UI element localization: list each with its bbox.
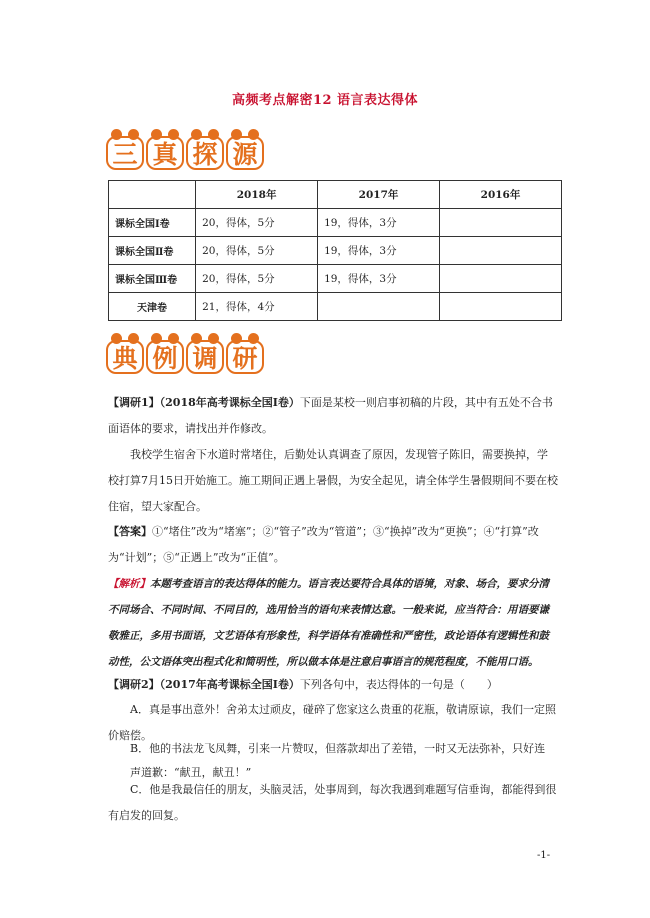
question-source: （2017年高考课标全国Ⅰ卷） bbox=[159, 678, 300, 691]
row-label: 课标全国Ⅲ卷 bbox=[109, 265, 196, 293]
question-1-answer bbox=[108, 519, 558, 571]
option-a: A．真是事出意外！舍弟太过顽皮，碰碎了您家这么贵重的花瓶，敬请原谅，我们一定照价赔偿。 bbox=[108, 703, 556, 742]
table-cell: 19，得体，3分 bbox=[318, 265, 440, 293]
table-cell: 20，得体，5分 bbox=[196, 237, 318, 265]
question-1-analysis bbox=[108, 571, 558, 675]
table-cell bbox=[440, 209, 562, 237]
answer-tag: 【答案】 bbox=[108, 525, 152, 538]
table-header-cell: 2017年 bbox=[318, 181, 440, 209]
table-header-row bbox=[109, 181, 562, 209]
banner-char: 探 bbox=[186, 136, 224, 170]
table-cell bbox=[318, 293, 440, 321]
analysis-text: 本题考查语言的表达得体的能力。语言表达要符合具体的语境，对象、场合，要求分清不同场合、不同时间、不同目的，选用恰当的语句来表情达意。一般来说，应当符合：用语要谦敬雅正，多用书面语，文艺语体有形象性，科学语体有准确性和严密性，政论语体有逻辑性和鼓动性，公文语体突出程式化和简明性，所以做本体是注意启事语言的规范程度，不能用口语。 bbox=[108, 578, 549, 668]
exam-score-table bbox=[108, 180, 562, 321]
row-label: 天津卷 bbox=[109, 293, 196, 321]
table-cell: 19，得体，3分 bbox=[318, 209, 440, 237]
question-tag: 【调研1】 bbox=[108, 396, 160, 409]
table-row bbox=[109, 209, 562, 237]
banner-char: 调 bbox=[186, 340, 224, 374]
banner-char: 源 bbox=[226, 136, 264, 170]
banner-dianli-diaoyan bbox=[106, 332, 264, 376]
banner-char: 典 bbox=[106, 340, 144, 374]
table-cell bbox=[440, 237, 562, 265]
table-cell: 19，得体，3分 bbox=[318, 237, 440, 265]
row-label: 课标全国Ⅰ卷 bbox=[109, 209, 196, 237]
question-source: （2018年高考课标全国Ⅰ卷） bbox=[159, 396, 300, 409]
analysis-tag: 【解析】 bbox=[108, 578, 150, 590]
table-row bbox=[109, 293, 562, 321]
question-tag: 【调研2】 bbox=[108, 678, 160, 691]
banner-sanzhen-tanyuan bbox=[106, 128, 264, 172]
option-b: B．他的书法龙飞凤舞，引来一片赞叹，但落款却出了差错，一时又无法弥补，只好连 bbox=[130, 742, 546, 755]
table-cell bbox=[440, 265, 562, 293]
table-header-cell: 2018年 bbox=[196, 181, 318, 209]
question-text: 下列各句中，表达得体的一句是（ ） bbox=[299, 678, 498, 691]
banner-char: 研 bbox=[226, 340, 264, 374]
table-cell: 20，得体，5分 bbox=[196, 209, 318, 237]
question-1-passage: 我校学生宿舍下水道时常堵住，后勤处认真调查了原因，发现管子陈旧，需要换掉，学校打算7月15日开始施工。施工期间正遇上暑假，为安全起见，请全体学生暑假期间不要在校住宿，望大家配合。 bbox=[108, 448, 558, 513]
option-b-continued: 声道歉：“献丑，献丑！” bbox=[130, 766, 252, 779]
page-title: 高频考点解密12 语言表达得体 bbox=[231, 93, 419, 108]
table-cell: 21，得体，4分 bbox=[196, 293, 318, 321]
table-row bbox=[109, 237, 562, 265]
row-label: 课标全国Ⅱ卷 bbox=[109, 237, 196, 265]
table-header-cell: 2016年 bbox=[440, 181, 562, 209]
option-c: C．他是我最信任的朋友，头脑灵活，处事周到，每次我遇到难题写信垂询，都能得到很有启发的回复。 bbox=[108, 783, 557, 822]
banner-char: 真 bbox=[146, 136, 184, 170]
banner-char: 三 bbox=[106, 136, 144, 170]
answer-text: ①“堵住”改为“堵塞”；②“管子”改为“管道”；③“换掉”改为“更换”；④“打算”改为“计划”；⑤“正遇上”改为“正值”。 bbox=[108, 525, 539, 564]
table-header-cell bbox=[109, 181, 196, 209]
question-2-prompt bbox=[108, 672, 558, 698]
table-cell: 20，得体，5分 bbox=[196, 265, 318, 293]
page-number: -1- bbox=[537, 850, 551, 861]
banner-char: 例 bbox=[146, 340, 184, 374]
question-text: 下面是某校一则启事初稿的片段，其中有五处不合书面语体的要求，请找出并作修改。 bbox=[108, 396, 553, 435]
table-cell bbox=[440, 293, 562, 321]
table-row bbox=[109, 265, 562, 293]
question-1-prompt bbox=[108, 390, 558, 442]
